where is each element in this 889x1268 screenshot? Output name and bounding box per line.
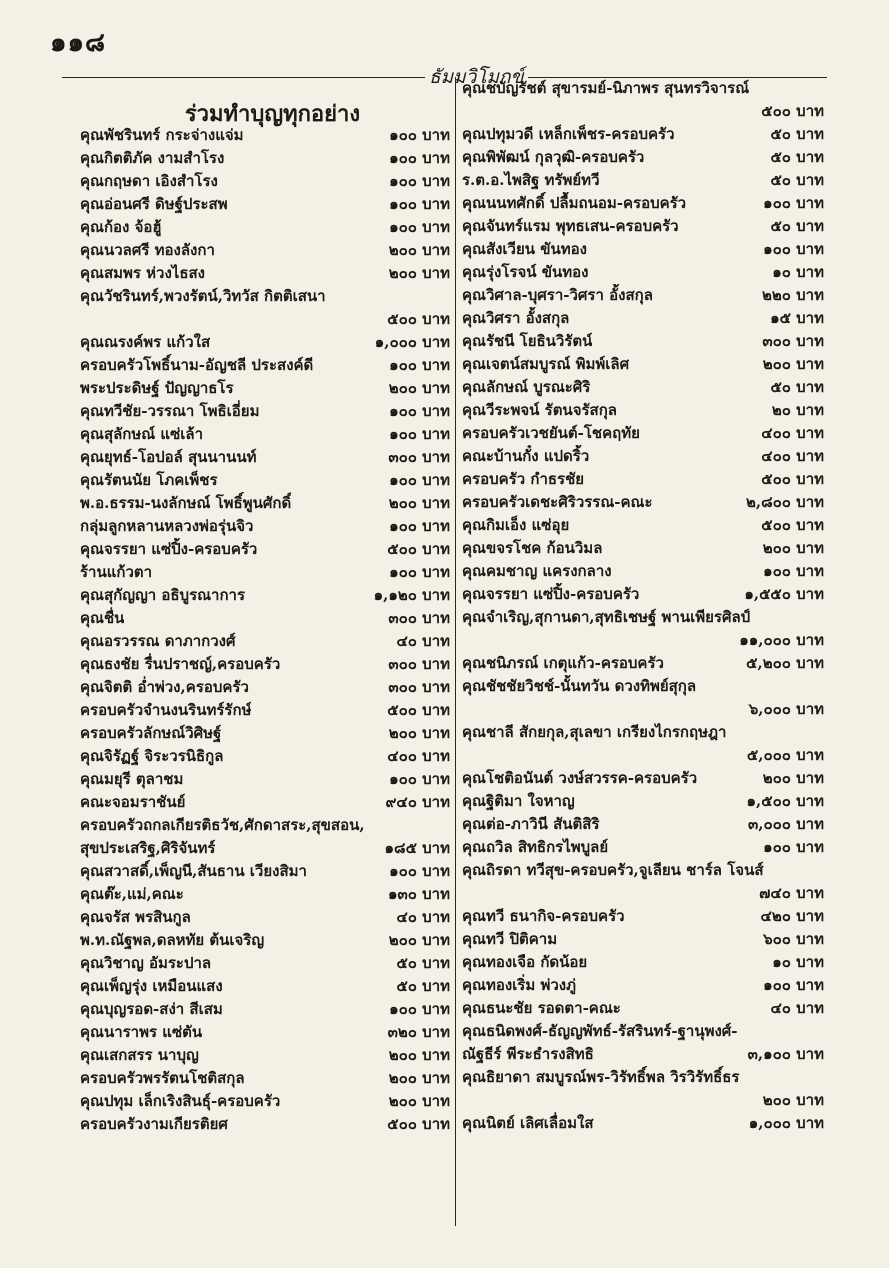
donation-amount: ๓๒๐ บาท [387,1023,450,1041]
donor-name: คุณถิรดา ทวีสุข-ครอบครัว,จูเลียน ชาร์ล โจนส์ [462,861,764,879]
donor-name: คุณมยุรี ตุลาชม [80,770,184,788]
donor-name: คุณเพ็ญรุ่ง เหมือนแสง [80,977,223,995]
donor-entry [462,974,824,997]
donor-name: คุณชาลี สักยกุล,สุเลขา เกรียงไกรกฤษฎา [462,723,727,741]
donation-amount: ๕๐๐ บาท [387,701,450,719]
donor-name: คุณรัตนนัย โภคเพ็ชร [80,471,218,489]
donor-entry [80,262,450,285]
donation-amount: ๑,๕๕๐ บาท [744,585,824,603]
donation-amount: ๒๐๐ บาท [388,724,450,742]
donor-entry [80,722,450,745]
donor-entry [80,216,450,239]
donation-amount: ๗๔๐ บาท [759,884,824,902]
donation-amount: ๕๐๐ บาท [387,540,450,558]
donor-entry [80,446,450,469]
donor-name: คุณปทุม เล็กเริงสินธุ์-ครอบครัว [80,1092,281,1110]
donation-amount: ๑,๐๐๐ บาท [748,1114,824,1132]
donation-amount: ๕๐๐ บาท [761,102,824,120]
donor-name: คณะจอมราชันย์ [80,793,186,811]
donor-name: คุณจิรัฏฐ์ จิระวรนิธิกูล [80,747,224,765]
donor-name: คุณวิชาญ อัมระปาล [80,954,212,972]
donor-name: คุณปทุมวดี เหล็กเพ็ชร-ครอบครัว [462,125,675,143]
donor-list-left [80,124,450,1136]
donor-name: คณะบ้านกั๋ง แปดริ้ว [462,447,590,465]
donation-amount: ๒๒๐ บาท [762,286,824,304]
donation-amount: ๑๐ บาท [772,263,824,281]
donation-amount: ๓๐๐ บาท [388,678,450,696]
donor-entry [80,699,450,722]
donation-amount: ๒๐๐ บาท [388,241,450,259]
donation-amount: ๓๐๐ บาท [388,655,450,673]
donor-name: คุณกฤษดา เอิงสำโรง [80,172,218,190]
donor-name: คุณคมชาญ แครงกลาง [462,562,612,580]
donor-name: คุณทองเริ่ม พ่วงภู่ [462,976,576,994]
donor-name: ครอบครัวถกลเกียรติธวัช,ศักดาสระ,สุขสอน, [80,816,365,834]
donor-entry [462,422,824,445]
page-number: ๑๑๘ [50,28,107,58]
donor-entry [80,952,450,975]
donation-amount: ๕๐ บาท [770,148,824,166]
donor-name: คุณอ่อนศรี ดิษฐ์ประสพ [80,195,228,213]
donor-entry [80,1067,450,1090]
donor-name: คุณยุทธ์-โอปอล์ สุนนานนท์ [80,448,257,466]
donation-amount: ๓๐๐ บาท [388,448,450,466]
donor-entry [80,814,450,837]
donation-amount: ๓,๐๐๐ บาท [748,815,824,833]
donor-name: ครอบครัวเวชยันต์-โชคฤทัย [462,424,640,442]
donor-entry [80,515,450,538]
donation-amount: ๕๐ บาท [396,977,450,995]
donation-amount: ๑๕ บาท [770,309,824,327]
donor-entry [80,630,450,653]
donation-amount: ๒๐๐ บาท [388,264,450,282]
donor-name: คุณธิยาดา สมบูรณ์พร-วิรัทธิ์พล วิรวิรัทธิ์ธร [462,1068,740,1086]
donor-entry [80,1113,450,1136]
donor-name: ครอบครัวงามเกียรติยศ [80,1115,228,1133]
donor-name: คุณสวาสดิ์,เพ็ญนี,สันธาน เวียงสิมา [80,862,307,880]
donation-amount: ๕๐ บาท [396,954,450,972]
donation-amount: ๑๐๐ บาท [389,218,450,236]
donor-name: คุณต่อ-ภาวินี สันติสิริ [462,815,600,833]
donor-name: คุณสุกัญญา อธิบูรณาการ [80,586,246,604]
donation-amount: ๔๒๐ บาท [760,907,824,925]
donor-name: คุณณรงค์พร แก้วใส [80,333,211,351]
donor-name: คุณวัชรินทร์,พวงรัตน์,วิทวัส กิตติเสนา [80,287,326,305]
donor-name: คุณนนทศักดิ์ ปลื้มถนอม-ครอบครัว [462,194,687,212]
donor-name: คุณบุญรอด-สง่า สีเสม [80,1000,223,1018]
donation-amount: ๔๐๐ บาท [387,747,450,765]
donor-name: คุณชนิภรณ์ เกตุแก้ว-ครอบครัว [462,654,664,672]
donation-amount: ๒๐๐ บาท [388,931,450,949]
donor-entry [80,791,450,814]
donor-entry [80,124,450,147]
donation-amount: ๒,๘๐๐ บาท [745,493,824,511]
donor-entry [80,584,450,607]
donor-name: คุณเจตน์สมบูรณ์ พิมพ์เลิศ [462,355,630,373]
donation-amount: ๑๐๐ บาท [763,240,824,258]
donor-name: พ.ท.ณัฐพล,ดลหทัย ต้นเจริญ [80,931,265,949]
donor-name: คุณรุ่งโรจน์ ขันทอง [462,263,589,281]
column-divider [455,77,456,1226]
donor-entry [80,745,450,768]
donor-name: ร้านแก้วตา [80,563,153,581]
donor-name: คุณจรรยา แซ่ปิ้ง-ครอบครัว [462,585,640,603]
donor-entry [80,975,450,998]
donation-amount: ๕,๒๐๐ บาท [746,654,824,672]
donation-amount: ๕๐๐ บาท [761,470,824,488]
donation-amount: ๑๐๐ บาท [763,976,824,994]
donation-amount: ๑,๑๒๐ บาท [373,586,450,604]
donor-name: คุณธงชัย รื่นปราชญ์,ครอบครัว [80,655,281,673]
donation-amount: ๕,๐๐๐ บาท [746,746,824,764]
donor-entry [80,423,450,446]
donor-name: คุณชบัญรัชต์ สุขารมย์-นิภาพร สุนทรวิจารณ์ [462,79,750,97]
donor-entry [462,330,824,353]
donor-entry [462,583,824,606]
donor-entry [462,192,824,215]
donor-name: คุณก้อง จ้อฮู้ [80,218,162,236]
donor-name: คุณธนะชัย รอดตา-คณะ [462,999,621,1017]
donation-amount: ๑๘๕ บาท [384,839,450,857]
donor-entry [462,652,824,675]
donation-amount: ๑๐๐ บาท [389,862,450,880]
donor-entry [462,307,824,330]
donor-entry [462,560,824,583]
donor-entry [462,951,824,974]
donor-entry [462,859,824,905]
donor-entry [462,928,824,951]
donor-entry [462,1020,824,1043]
donation-amount: ๑๐๐ บาท [389,425,450,443]
donor-name: คุณอรวรรณ ดาภากวงศ์ [80,632,236,650]
donor-name: คุณขจรโชค ก้อนวิมล [462,539,603,557]
donation-amount: ๒๐๐ บาท [762,769,824,787]
donation-amount: ๑๐๐ บาท [389,172,450,190]
donation-amount: ๖,๐๐๐ บาท [748,700,824,718]
donor-name: พระประดิษฐ์ ปัญญาธโร [80,379,234,397]
donor-name: ครอบครัวเดชะศิริวรรณ-คณะ [462,493,653,511]
donor-entry [80,837,450,860]
donation-amount: ๒๐๐ บาท [762,539,824,557]
donation-amount: ๑๐๐ บาท [763,194,824,212]
donor-name: คุณสมพร ห่วงไธสง [80,264,205,282]
donor-name: ครอบครัวจำนงนรินทร์รักษ์ [80,701,252,719]
donor-name: ครอบครัวลักษณ์วิศิษฐ์ [80,724,222,742]
donor-entry [80,768,450,791]
donor-list-right [462,77,824,1135]
donor-name: คุณจิตติ อ่ำพ่วง,ครอบครัว [80,678,249,696]
donor-entry [80,906,450,929]
donor-entry [80,561,450,584]
donation-amount: ๕๐๐ บาท [761,516,824,534]
donor-entry [80,354,450,377]
donor-entry [462,905,824,928]
donor-entry [462,537,824,560]
donation-amount: ๒๐๐ บาท [762,1091,824,1109]
donor-entry [80,1044,450,1067]
donor-entry [462,468,824,491]
donation-amount: ๔๐๐ บาท [761,424,824,442]
donor-entry [80,860,450,883]
section-title: ร่วมทำบุญทุกอย่าง [184,101,361,127]
donor-name: คุณทวี ธนากิจ-ครอบครัว [462,907,625,925]
donor-name: คุณต๊ะ,แม่,คณะ [80,885,184,903]
donor-entry [462,445,824,468]
donor-entry [462,376,824,399]
donor-name: คุณทวี ปิติคาม [462,930,558,948]
donor-entry [80,400,450,423]
donor-entry [80,377,450,400]
donor-entry [462,1112,824,1135]
donation-amount: ๑๐๐ บาท [389,126,450,144]
donor-entry [80,676,450,699]
running-header-title: ธัมมวิโมกข์ [425,62,528,92]
donor-name: ณัฐธีร์ พีระธำรงสิทธิ [462,1045,594,1063]
donor-entry [462,997,824,1020]
donor-entry [80,653,450,676]
donor-name: คุณทองเจือ กัดน้อย [462,953,588,971]
donation-amount: ๔๐ บาท [770,999,824,1017]
donation-amount: ๑๐๐ บาท [763,562,824,580]
donation-amount: ๑๓๐ บาท [388,885,450,903]
donation-amount: ๒๐๐ บาท [762,355,824,373]
donation-amount: ๔๐ บาท [396,632,450,650]
donor-entry [80,469,450,492]
donor-name: คุณสังเวียน ขันทอง [462,240,587,258]
donation-amount: ๑๐๐ บาท [389,149,450,167]
donor-entry [80,170,450,193]
donor-entry [80,239,450,262]
donation-amount: ๖๐๐ บาท [763,930,824,948]
donor-name: คุณถวิล สิทธิกรไพบูลย์ [462,838,609,856]
donor-entry [80,1021,450,1044]
donation-amount: ๑๐ บาท [772,953,824,971]
donor-entry [462,238,824,261]
donor-entry [462,491,824,514]
donor-entry [80,929,450,952]
donor-entry [462,353,824,376]
donation-amount: ๒๐๐ บาท [388,1069,450,1087]
donation-amount: ๕๐ บาท [770,378,824,396]
donation-amount: ๒๐๐ บาท [388,1092,450,1110]
donation-amount: ๑๐๐ บาท [389,563,450,581]
donor-name: คุณนวลศรี ทองลังกา [80,241,215,259]
donor-name: ครอบครัวโพธิ์นาม-อัญชลี ประสงค์ดี [80,356,314,374]
donation-amount: ๒๐ บาท [771,401,824,419]
donor-name: คุณเสกสรร นาบุญ [80,1046,199,1064]
donor-entry [462,606,824,652]
donation-amount: ๕๐๐ บาท [387,1115,450,1133]
donation-amount: ๒๐๐ บาท [388,379,450,397]
donation-amount: ๑๐๐ บาท [389,471,450,489]
donation-amount: ๓๐๐ บาท [762,332,824,350]
donor-entry [462,514,824,537]
donation-amount: ๑๑,๐๐๐ บาท [739,631,824,649]
donor-entry [462,215,824,238]
donor-entry [462,399,824,422]
donor-entry [80,492,450,515]
donor-entry [462,146,824,169]
donor-entry [462,261,824,284]
donor-name: คุณนิตย์ เลิศเลื่อมใส [462,1114,594,1132]
donor-entry [462,1066,824,1112]
donor-entry [80,331,450,354]
donor-name: คุณวิศาล-บุศรา-วิศรา อั้งสกุล [462,286,653,304]
donor-name: คุณชัชชัยวิชช์-นั้นทวัน ดวงทิพย์สุกุล [462,677,697,695]
donor-entry [462,284,824,307]
donation-amount: ๕๐๐ บาท [387,310,450,328]
donor-name: คุณรัชนี โยธินวิรัตน์ [462,332,593,350]
donor-entry [80,1090,450,1113]
donor-entry [462,767,824,790]
donor-name: คุณนาราพร แซ่ตัน [80,1023,203,1041]
donor-name: ครอบครัวพรรัตนโชติสกุล [80,1069,245,1087]
donation-amount: ๔๐๐ บาท [761,447,824,465]
donor-entry [80,285,450,331]
donor-name: พ.อ.ธรรม-นงลักษณ์ โพธิ์พูนศักดิ์ [80,494,292,512]
donation-amount: ๔๐ บาท [396,908,450,926]
donor-entry [462,790,824,813]
donor-name: คุณสุลักษณ์ แซ่เล้า [80,425,203,443]
donation-amount: ๒๐๐ บาท [388,494,450,512]
donor-entry [80,193,450,216]
donor-entry [80,998,450,1021]
donor-entry [80,538,450,561]
donor-entry [462,836,824,859]
donor-name: คุณฐิติมา ใจหาญ [462,792,575,810]
donor-name: คุณกิตติภัค งามสำโรง [80,149,225,167]
donor-name: คุณลักษณ์ บูรณะศิริ [462,378,591,396]
donor-name: คุณโชติอนันต์ วงษ์สวรรค-ครอบครัว [462,769,698,787]
donation-amount: ๓,๑๐๐ บาท [747,1045,824,1063]
donation-amount: ๑๐๐ บาท [389,1000,450,1018]
donation-amount: ๙๔๐ บาท [385,793,450,811]
donor-name: กลุ่มลูกหลานหลวงพ่อรุ่นจิว [80,517,254,535]
donor-name: ร.ต.อ.ไพสิฐ ทรัพย์ทวี [462,171,600,189]
donor-entry [462,675,824,721]
donor-name: คุณวีระพจน์ รัตนจรัสกุล [462,401,617,419]
donor-entry [80,883,450,906]
donation-amount: ๕๐ บาท [770,125,824,143]
donor-name: คุณวิศรา อั้งสกุล [462,309,570,327]
donor-name: คุณจำเริญ,สุกานดา,สุทธิเชษฐ์ พานเพียรศิลป์ [462,608,751,626]
donation-amount: ๑๐๐ บาท [389,517,450,535]
donor-entry [462,123,824,146]
donor-name: คุณจรัส พรสินกูล [80,908,191,926]
donor-entry [462,721,824,767]
donor-entry [462,77,824,123]
donor-name: คุณชื่น [80,609,125,627]
donor-name: คุณกิมเอ็ง แซ่อุย [462,516,570,534]
donation-amount: ๑๐๐ บาท [389,356,450,374]
donor-name: คุณพัชรินทร์ กระจ่างแจ่ม [80,126,244,144]
donor-name: คุณทวีชัย-วรรณา โพธิเอี่ยม [80,402,260,420]
donor-entry [462,169,824,192]
donation-amount: ๑,๕๐๐ บาท [746,792,824,810]
donation-amount: ๓๐๐ บาท [388,609,450,627]
donation-amount: ๒๐๐ บาท [388,1046,450,1064]
donation-amount: ๑๐๐ บาท [389,195,450,213]
donor-entry [462,1043,824,1066]
donor-name: คุณจรรยา แซ่ปิ้ง-ครอบครัว [80,540,258,558]
donation-amount: ๕๐ บาท [770,217,824,235]
donor-name: คุณพิพัฒน์ กุลวุฒิ-ครอบครัว [462,148,645,166]
donation-amount: ๑๐๐ บาท [389,770,450,788]
donor-entry [80,147,450,170]
donation-amount: ๕๐ บาท [770,171,824,189]
donor-entry [462,813,824,836]
donation-amount: ๑,๐๐๐ บาท [374,333,450,351]
donor-name: คุณธนิดพงศ์-ธัญญพัทธ์-รัสรินทร์-ฐานุพงศ์- [462,1022,738,1040]
donor-name: สุขประเสริฐ,ศิริจันทร์ [80,839,216,857]
donor-name: ครอบครัว กำธรชัย [462,470,585,488]
donor-name: คุณจันทร์แรม พุทธเสน-ครอบครัว [462,217,679,235]
donation-amount: ๑๐๐ บาท [763,838,824,856]
donation-amount: ๑๐๐ บาท [389,402,450,420]
donor-entry [80,607,450,630]
